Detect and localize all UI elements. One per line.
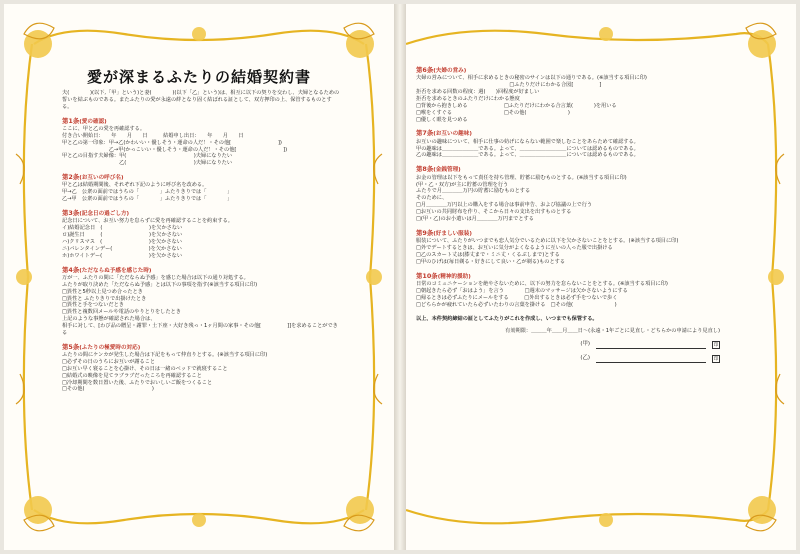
article-line[interactable]: □お互い早く寝ることを心掛け、その日は一緒のベッドで就寝すること — [62, 365, 228, 372]
article-number: 第6条 — [416, 66, 434, 74]
article-subtitle: (記念日の過ごし方) — [79, 211, 130, 218]
article-line: ふたりが取り決めた「ただならぬ予感」とは以下の事項を指す(※該当する項目に印) — [62, 281, 258, 288]
article-number: 第5条 — [62, 342, 80, 351]
article-line: 相手に対して、[わび品の贈呈・謝罪・土下座・大好き残っ・1ヶ月間の家事・その他[ ]]を求めることができる — [62, 322, 338, 336]
article-line[interactable]: □帰るときは必ずふたりにメールをする □外出するときは必ず手をつないで歩く — [416, 294, 618, 301]
signature-label: (乙) — [580, 355, 590, 362]
article-line: 拒否を求めるときのふたりだけにわかる態度 — [416, 95, 520, 102]
article-line: お互いの趣味について、相手に仕事の妨げにならない範囲で楽しむことをあらためて確認する。 — [416, 138, 639, 145]
seal-box: 印 — [713, 343, 719, 349]
article-line[interactable]: □月＿＿＿＿万円以上の購入をする場合は事前申告、および協議の上で行う — [416, 202, 593, 209]
article-heading — [62, 117, 342, 126]
validity-line: 有効期限：＿＿＿年＿＿月＿＿日〜(永遠・1年ごとに見直し・どちらかの申請により見直し) — [505, 328, 720, 335]
article-line: ホ)ホワイトデー( )を欠かさない — [62, 252, 183, 259]
article-line: 甲→乙 公衆の面前ではうちの「 」ふたりきりでは「 」 — [62, 189, 233, 196]
article-subtitle: (ただならぬ予感を感じた時) — [79, 267, 152, 274]
article-heading — [62, 266, 342, 275]
article-number: 第3条 — [62, 209, 80, 218]
article-line: 服装について、ふたりがいつまでも恋人気分でいるために以下を欠かさないことをとする。(※該当する項目に印) — [416, 238, 679, 245]
article-line: 拒否を求める回数の程度：週( )回程度が好ましい — [416, 89, 540, 96]
closing-text: 以上、本件契約締結の証としてふたりがこれを作成し、いつまでも保管する。 — [416, 316, 598, 323]
right-page — [406, 4, 796, 550]
article-line[interactable]: □異性と複数回メールや電話のやりとりをしたとき — [62, 309, 181, 316]
article-line: 日常のコミュニケーションを絶やさないために、以下の努力を怠らないことをとする。(※該当する項目に印) — [416, 280, 668, 287]
article-line: 上記のような事態が確認された場合は、 — [62, 316, 156, 323]
article-number: 第7条 — [416, 129, 434, 138]
article-subtitle: (お互いの趣味) — [433, 131, 472, 138]
article-number: 第2条 — [62, 173, 80, 182]
article-line: 万が一、ふたりの間に「ただならぬ予感」を感じた場合は以下の通り対処する。 — [62, 274, 249, 281]
article-line: 乙→甲 公衆の面前ではうちの「 」ふたりきりでは「 」 — [62, 196, 233, 203]
article-line[interactable]: □(甲・乙)のお小遣いは月＿＿＿＿万円までとする — [416, 215, 534, 222]
article-line: 乙→甲(かっこいい・優しそう・運命の人だ！・その他[ ]) — [62, 146, 288, 153]
article-line[interactable]: □異性と ふたりきりで出掛けたとき — [62, 295, 147, 302]
article-subtitle: (精神的援助) — [437, 273, 471, 280]
left-page-content — [62, 66, 342, 393]
article-line[interactable]: □乙のスカート丈は(膝丈まで・ミニ丈・くるぶしまで)とする — [416, 251, 560, 258]
document-title: 愛が深まるふたりの結婚契約書 — [86, 68, 311, 86]
article-line: ここに、甲と乙の愛を再確認する。 — [62, 125, 146, 132]
signature-label: (甲) — [580, 341, 590, 348]
article-number: 第9条 — [416, 228, 434, 237]
signature-line[interactable] — [596, 341, 706, 349]
article-line[interactable]: □外でデートするときは、お互いに気分がよくなるように互いの人った服で出掛ける — [416, 244, 613, 251]
article-line: ふたりの間にケンカが発生した場合は下記をもって仲直りとする。(※該当する項目に印) — [62, 352, 268, 359]
article-number: 第10条 — [416, 271, 438, 280]
article-line: ふたりで月＿＿＿＿万円の貯蓄に励むものとする — [416, 188, 531, 195]
article-line[interactable]: □どちらかが疲れていたら必ずいたわりの言葉を掛ける □その他( ) — [416, 301, 617, 308]
article-subtitle: (ふたりの極愛時の対応) — [79, 344, 141, 351]
article-heading — [416, 129, 720, 138]
signature-row — [416, 341, 720, 349]
book-gutter — [394, 4, 406, 550]
article-line: イ)結婚記念日 ( )を欠かさない — [62, 225, 183, 232]
intro-text: 夫( )(以下,「甲」という)と妻( )(以下「乙」という)は、相互に以下の契りを交わし、夫婦となるための誓いを結ぶものである。またふたりの愛が永遠の絆となり固く結ばれる証として、双方押印の上、保管するものとする。 — [62, 90, 340, 110]
article-line[interactable]: □必ずその日のうちにお互いが謝ること — [62, 358, 156, 365]
article-heading — [62, 343, 342, 352]
article-heading — [416, 229, 720, 238]
article-line[interactable]: □お互いの共同財布を作り、そこから日々の支出を出すものとする — [416, 209, 572, 216]
article-line: ハ)クリスマス ( )を欠かさない — [62, 239, 182, 246]
article-line: お金の管理は以下をもって責任を持ち管理、貯蓄に励むものとする。(※該当する項目に印) — [416, 174, 627, 181]
article-line: 甲と乙は結婚期間後、それぞれ下記のように呼び名を改める。 — [62, 182, 208, 189]
article-heading — [416, 66, 720, 75]
article-number: 第8条 — [416, 165, 434, 174]
article-line: 甲と乙の目指す夫婦像：甲( )夫婦になりたい — [62, 153, 233, 160]
article-line[interactable]: □優しく眼を見つめる — [416, 116, 468, 123]
article-line[interactable]: □喉をくすぐる □その他( ) — [416, 109, 570, 116]
article-line: ニ)バレンタインデー( )を欠かさない — [62, 245, 182, 252]
article-subtitle: (愛の確認) — [79, 118, 107, 125]
article-line[interactable]: □背後から抱きしめる □ふたりだけにわかる合言葉( )を用いる — [416, 102, 617, 109]
right-page-content — [416, 66, 720, 363]
article-number: 第4条 — [62, 265, 80, 274]
article-subtitle: (夫婦の営み) — [433, 68, 467, 74]
article-subtitle: (好ましい服装) — [433, 230, 472, 237]
article-heading — [416, 165, 720, 174]
seal-box: 印 — [713, 357, 719, 363]
article-subtitle: (お互いの呼び名) — [79, 175, 124, 182]
article-line: □ふたりだけにわかる合図[ ] — [416, 82, 602, 89]
article-heading — [416, 272, 720, 281]
article-line: 夫婦の営みについて、相手に求めるときの秘密のサインは以下の通りである。(※該当する項目に印) — [416, 75, 647, 82]
article-line[interactable]: □異性と5秒以上見つめ合ったとき — [62, 288, 143, 295]
article-line[interactable]: □朝起きたら必ず「おはよう」を言う □週末のマッサージは欠かさないようにする — [416, 287, 628, 294]
article-line[interactable]: □結婚式の映像を見てラブラブだったころを再確認すること — [62, 372, 202, 379]
article-line: ロ)誕生日 ( )を欠かさない — [62, 232, 183, 239]
article-subtitle: (金銭管理) — [433, 167, 461, 174]
article-line: 記念日について、お互い努力を怠らずに愛を再確認することを約束する。 — [62, 218, 233, 225]
article-number: 第1条 — [62, 116, 80, 125]
article-line[interactable]: □冷却期間を数日置いた後、ふたりでおいしいご飯をつくること — [62, 379, 213, 386]
article-line: 甲と乙の第一印象：甲→乙(かわいい・優しそう・運命の人だ！・その他[ ]) — [62, 139, 282, 146]
signature-line[interactable] — [596, 355, 706, 363]
article-line: そのために、 — [416, 195, 448, 202]
article-line[interactable]: □その他( ) — [62, 386, 154, 393]
article-line: 乙( )夫婦になりたい — [62, 160, 233, 167]
article-line: 甲の趣味は＿＿＿＿＿＿＿である。よって、＿＿＿＿＿＿＿＿＿については認めるものである。 — [416, 145, 639, 152]
article-line: 乙の趣味は＿＿＿＿＿＿＿である。よって、＿＿＿＿＿＿＿＿＿については認めるものである。 — [416, 152, 639, 159]
left-page — [4, 4, 394, 550]
signature-row — [416, 355, 720, 363]
article-line[interactable]: □異性と手をつないだとき — [62, 302, 124, 309]
article-line: 付き合い開始日： 年 月 日 結婚申し出日： 年 月 日 — [62, 132, 244, 139]
article-line: (甲・乙・双方)が主に貯蓄の管理を行う — [416, 181, 509, 188]
article-line[interactable]: □甲のひげは(毎日剃る・好きにして良い・乙が剃る)ものとする — [416, 258, 566, 265]
